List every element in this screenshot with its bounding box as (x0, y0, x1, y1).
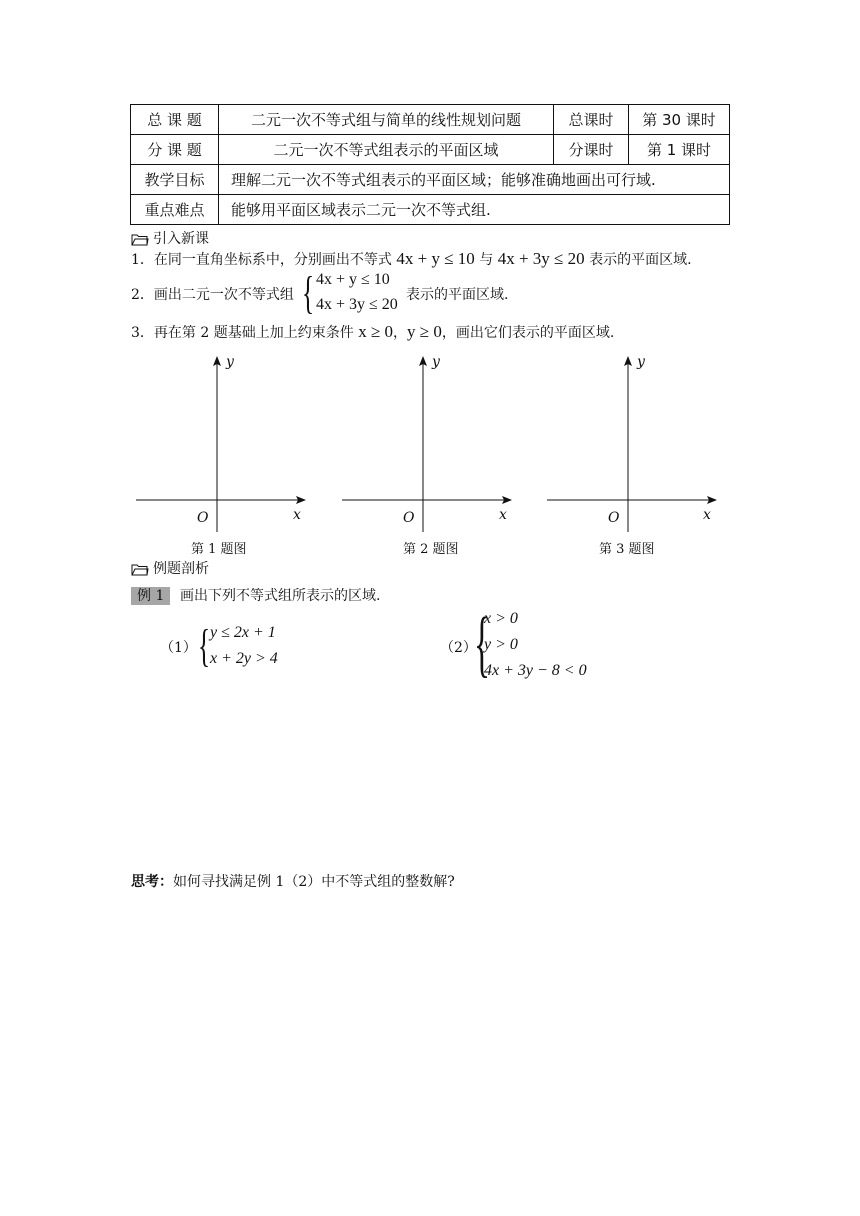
system-line: 4x + y ≤ 10 (316, 271, 390, 288)
origin-label: O (197, 510, 209, 526)
total-topic-content: 二元一次不等式组与简单的线性规划问题 (219, 105, 554, 135)
intro-item-2-tail: 表示的平面区域. (406, 287, 509, 303)
part-2-number: （2） (440, 640, 477, 656)
intro-section-title: 引入新课 (153, 231, 209, 247)
system-line: x > 0 (484, 610, 518, 627)
item-number: 3． (131, 325, 154, 341)
sub-topic-label: 分 课 题 (131, 135, 219, 165)
intro-item-2-lead (131, 285, 294, 305)
system-line: y > 0 (484, 636, 518, 653)
table-row (131, 195, 730, 225)
item-text: 表示的平面区域. (589, 252, 692, 268)
system-line: 4x + 3y − 8 < 0 (484, 662, 587, 679)
example-1-label: 例 1 (131, 587, 170, 605)
item-number: 1． (131, 252, 154, 268)
item-text: ， (393, 325, 408, 341)
total-topic-label: 总 课 题 (131, 105, 219, 135)
x-axis-label: x (703, 507, 711, 523)
graph-caption: 第 3 题图 (599, 542, 655, 557)
item-text: 在同一直角坐标系中，分别画出不等式 (153, 252, 392, 268)
folder-icon (131, 233, 149, 246)
goal-text: 理解二元一次不等式组表示的平面区域；能够准确地画出可行域. (219, 165, 730, 195)
item-text: 再在第 2 题基础上加上约束条件 (153, 325, 354, 341)
example-1-text: 画出下列不等式组所表示的区域. (180, 588, 381, 604)
coordinate-axes (132, 350, 312, 535)
table-row (131, 135, 730, 165)
examples-section-title: 例题剖析 (153, 561, 209, 577)
origin-label: O (403, 510, 415, 526)
y-axis-label: y (637, 354, 645, 370)
system-line: x + 2y > 4 (210, 650, 278, 667)
total-hours-value: 第 30 课时 (629, 105, 730, 135)
think-text: 如何寻找满足例 1（2）中不等式组的整数解? (173, 874, 455, 890)
sub-hours-label: 分课时 (554, 135, 629, 165)
intro-section-heading (131, 228, 209, 248)
folder-icon (131, 563, 149, 576)
part-1-number: （1） (160, 640, 197, 656)
graph-caption: 第 2 题图 (403, 542, 459, 557)
y-axis-label: y (432, 354, 440, 370)
x-axis-label: x (499, 507, 507, 523)
goal-label: 教学目标 (131, 165, 219, 195)
item-text: 画出二元一次不等式组 (153, 287, 294, 303)
system-brace: { (474, 603, 490, 685)
intro-item-3 (131, 321, 614, 344)
item-text: 与 (479, 252, 494, 268)
inequality: 4x + y ≤ 10 (396, 249, 475, 268)
header-table (130, 104, 730, 225)
system-line: y ≤ 2x + 1 (210, 624, 276, 641)
sub-hours-value: 第 1 课时 (629, 135, 730, 165)
examples-section-heading (131, 558, 209, 578)
coordinate-axes (338, 350, 518, 535)
sub-topic-content: 二元一次不等式组表示的平面区域 (219, 135, 554, 165)
coordinate-axes (543, 350, 723, 535)
table-row (131, 105, 730, 135)
total-hours-label: 总课时 (554, 105, 629, 135)
think-label: 思考： (131, 874, 173, 890)
item-number: 2． (131, 287, 154, 303)
x-axis-label: x (293, 507, 301, 523)
graph-caption: 第 1 题图 (191, 542, 247, 557)
key-points-text: 能够用平面区域表示二元一次不等式组. (219, 195, 730, 225)
y-axis-label: y (226, 354, 234, 370)
inequality: 4x + 3y ≤ 20 (497, 249, 585, 268)
condition: y ≥ 0 (407, 322, 442, 341)
table-row (131, 165, 730, 195)
system-line: 4x + 3y ≤ 20 (316, 296, 398, 313)
system-brace: { (198, 620, 211, 671)
origin-label: O (608, 510, 620, 526)
condition: x ≥ 0 (358, 322, 394, 341)
system-brace: { (302, 267, 315, 318)
think-prompt (131, 872, 455, 892)
item-text: ，画出它们表示的平面区域. (441, 325, 615, 341)
intro-item-1 (131, 248, 692, 271)
key-points-label: 重点难点 (131, 195, 219, 225)
